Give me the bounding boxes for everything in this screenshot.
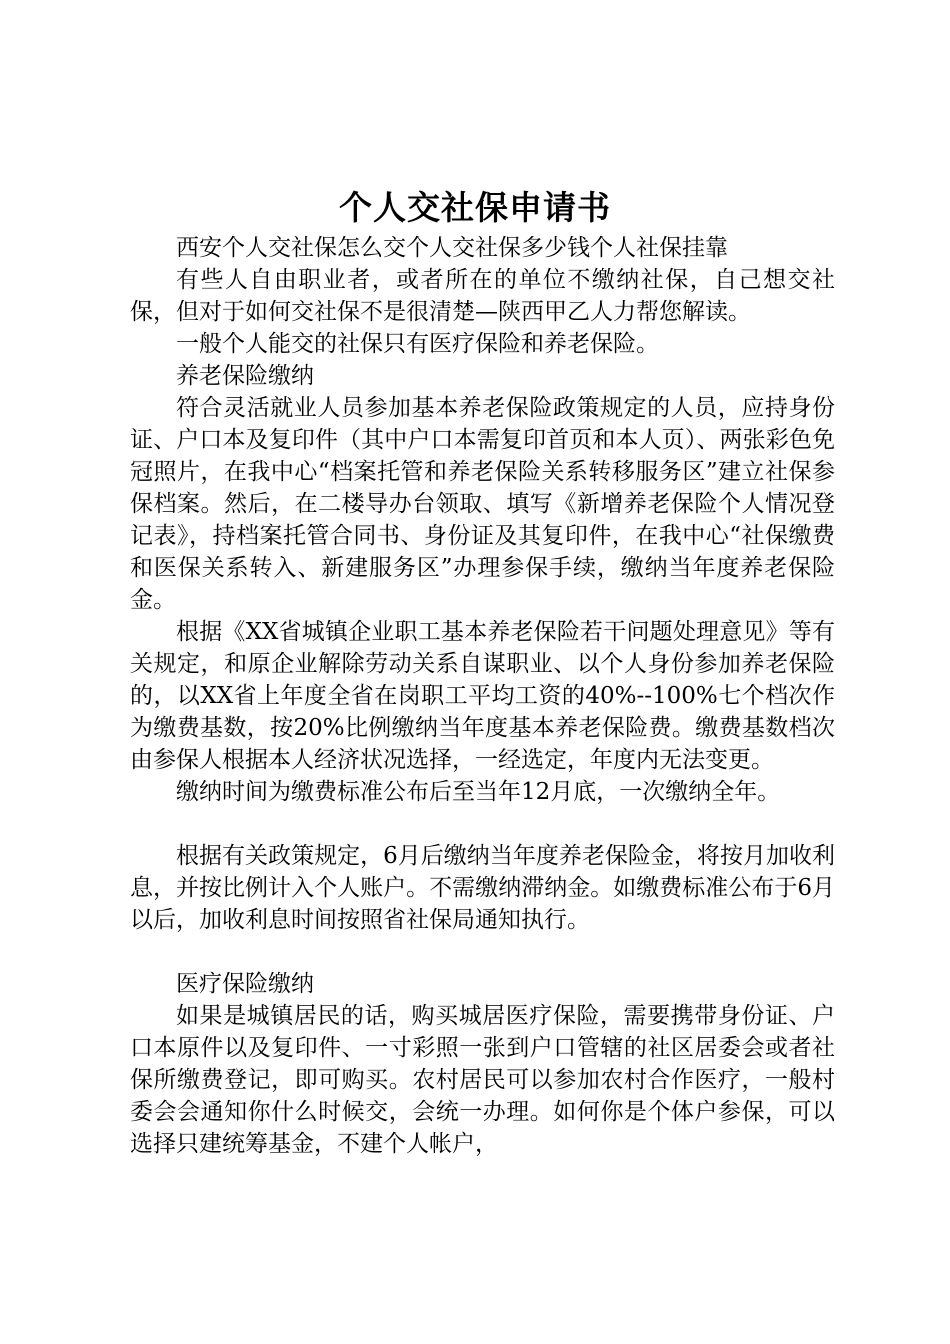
paragraph-insurance-types: 一般个人能交的社保只有医疗保险和养老保险。 <box>176 331 659 357</box>
document-title: 个人交社保申请书 <box>339 188 611 227</box>
paragraph-pension-procedure: 符合灵活就业人员参加基本养老保险政策规定的人员，应持身份证、户口本及复印件（其中户口本需复印首页和本人页）、两张彩色免冠照片，在我中心“档案托管和养老保险关系转移服务区”建立社保参保档案。然后，在二楼导办台领取、填写《新增养老保险个人情况登记表》，持档案托管合同书、身份证及其复印件，在我中心“社保缴费和医保关系转入、新建服务区”办理参保手续，缴纳当年度养老保险金。 <box>130 395 835 613</box>
paragraph-intro: 有些人自由职业者，或者所在的单位不缴纳社保，自己想交社保，但对于如何交社保不是很清楚—陕西甲乙人力帮您解读。 <box>130 267 835 325</box>
section-heading-pension: 养老保险缴纳 <box>176 363 314 389</box>
paragraph-pension-base: 根据《XX省城镇企业职工基本养老保险若干问题处理意见》等有关规定，和原企业解除劳动关系自谋职业、以个人身份参加养老保险的，以XX省上年度全省在岗职工平均工资的40%--100%七个档次作为缴费基数，按20%比例缴纳当年度基本养老保险费。缴费基数档次由参保人根据本人经济状况选择，一经选定，年度内无法变更。 <box>130 619 835 773</box>
document-body <box>130 232 835 1160</box>
paragraph-payment-time: 缴纳时间为缴费标准公布后至当年12月底，一次缴纳全年。 <box>176 779 781 805</box>
paragraph-subtitle: 西安个人交社保怎么交个人交社保多少钱个人社保挂靠 <box>176 235 728 261</box>
paragraph-medical-procedure: 如果是城镇居民的话，购买城居医疗保险，需要携带身份证、户口本原件以及复印件、一寸彩照一张到户口管辖的社区居委会或者社保所缴费登记，即可购买。农村居民可以参加农村合作医疗，一般村委会会通知你什么时候交，会统一办理。如何你是个体户参保，可以选择只建统筹基金，不建个人帐户， <box>130 1003 835 1157</box>
section-heading-medical: 医疗保险缴纳 <box>176 971 314 997</box>
paragraph-interest-policy: 根据有关政策规定，6月后缴纳当年度养老保险金，将按月加收利息，并按比例计入个人账户。不需缴纳滞纳金。如缴费标准公布于6月以后，加收利息时间按照省社保局通知执行。 <box>130 843 835 933</box>
